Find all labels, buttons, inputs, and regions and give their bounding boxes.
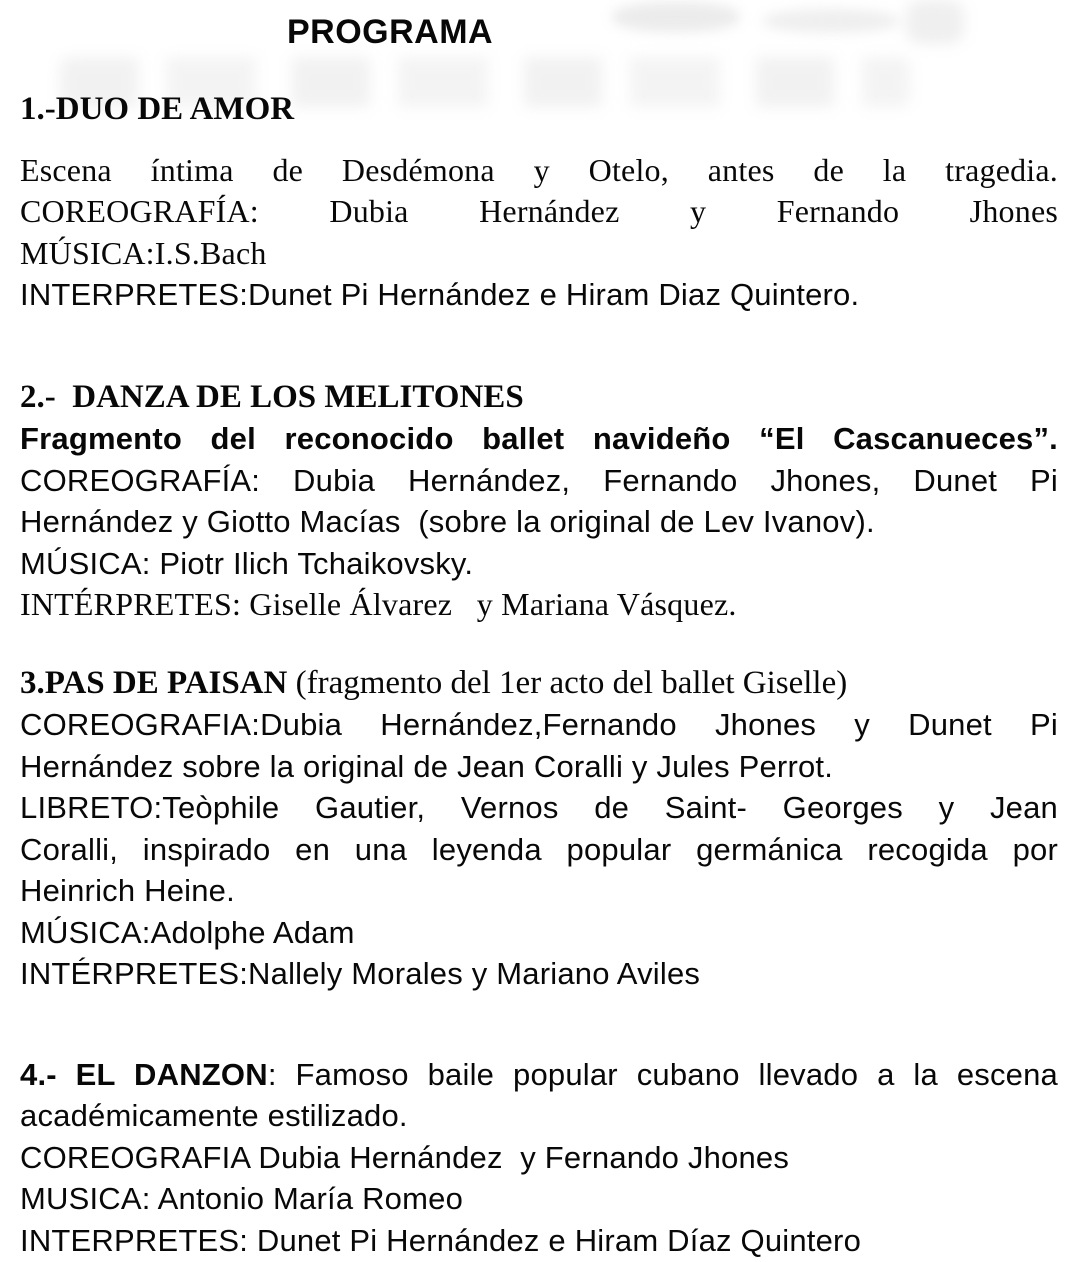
section-1-body — [20, 150, 1058, 316]
section-pas-de-paisan — [20, 663, 1058, 995]
section-el-danzon — [20, 1054, 1058, 1262]
section-3-musica: MÚSICA:Adolphe Adam — [20, 914, 355, 950]
section-4-heading-line — [20, 1054, 1058, 1096]
section-2-interpretes: INTÉRPRETES: Giselle Álvarez y Mariana Vásquez. — [20, 586, 737, 622]
section-duo-de-amor — [20, 89, 1058, 316]
section-3-libreto-line-2: Coralli, inspirado en una leyenda popular germánica recogida por — [20, 831, 1058, 867]
section-danza-de-los-melitones — [20, 377, 1058, 626]
section-3-heading-subtitle: (fragmento del 1er acto del ballet Giselle) — [287, 664, 848, 701]
section-4-description-line-1: : Famoso baile popular cubano llevado a la escena — [267, 1056, 1058, 1092]
section-1-heading: 1.-DUO DE AMOR — [20, 91, 295, 127]
section-2-description: Fragmento del reconocido ballet navideño “El Cascanueces”. — [20, 421, 1058, 456]
section-3-coreografia-line-2: Hernández sobre la original de Jean Coralli y Jules Perrot. — [20, 748, 834, 784]
section-3-libreto-line-3: Heinrich Heine. — [20, 873, 235, 908]
document-title: PROGRAMA — [287, 13, 494, 51]
section-2-musica: MÚSICA: Piotr Ilich Tchaikovsky. — [20, 545, 474, 581]
section-3-heading — [20, 663, 1058, 705]
section-1-description: Escena íntima de Desdémona y Otelo, antes de la tragedia. — [20, 151, 1058, 188]
section-2-coreografia-line-1: COREOGRAFÍA: Dubia Hernández, Fernando Jhones, Dunet Pi — [20, 462, 1058, 498]
section-3-interpretes: INTÉRPRETES:Nallely Morales y Mariano Aviles — [20, 956, 701, 991]
section-1-interpretes: INTERPRETES:Dunet Pi Hernández e Hiram Diaz Quintero. — [20, 277, 860, 312]
section-4-interpretes: INTERPRETES: Dunet Pi Hernández e Hiram Díaz Quintero — [20, 1222, 862, 1258]
section-4-description-line-2: académicamente estilizado. — [20, 1098, 408, 1133]
section-4-heading-number: 4.- EL DANZON — [20, 1056, 268, 1092]
section-1-musica: MÚSICA:I.S.Bach — [20, 234, 267, 271]
section-3-coreografia-line-1: COREOGRAFIA:Dubia Hernández,Fernando Jhones y Dunet Pi — [20, 707, 1058, 742]
section-3-heading-number: 3.PAS DE PAISAN — [20, 664, 288, 701]
section-4-musica: MUSICA: Antonio María Romeo — [20, 1181, 464, 1216]
section-1-coreografia: COREOGRAFÍA: Dubia Hernández y Fernando Jhones — [20, 193, 1058, 229]
section-4-coreografia: COREOGRAFIA Dubia Hernández y Fernando Jhones — [20, 1139, 790, 1175]
section-3-libreto-line-1: LIBRETO:Teòphile Gautier, Vernos de Saint- Georges y Jean — [20, 790, 1058, 825]
section-2-coreografia-line-2: Hernández y Giotto Macías (sobre la original de Lev Ivanov). — [20, 504, 875, 539]
section-2-heading: 2.- DANZA DE LOS MELITONES — [20, 378, 524, 415]
